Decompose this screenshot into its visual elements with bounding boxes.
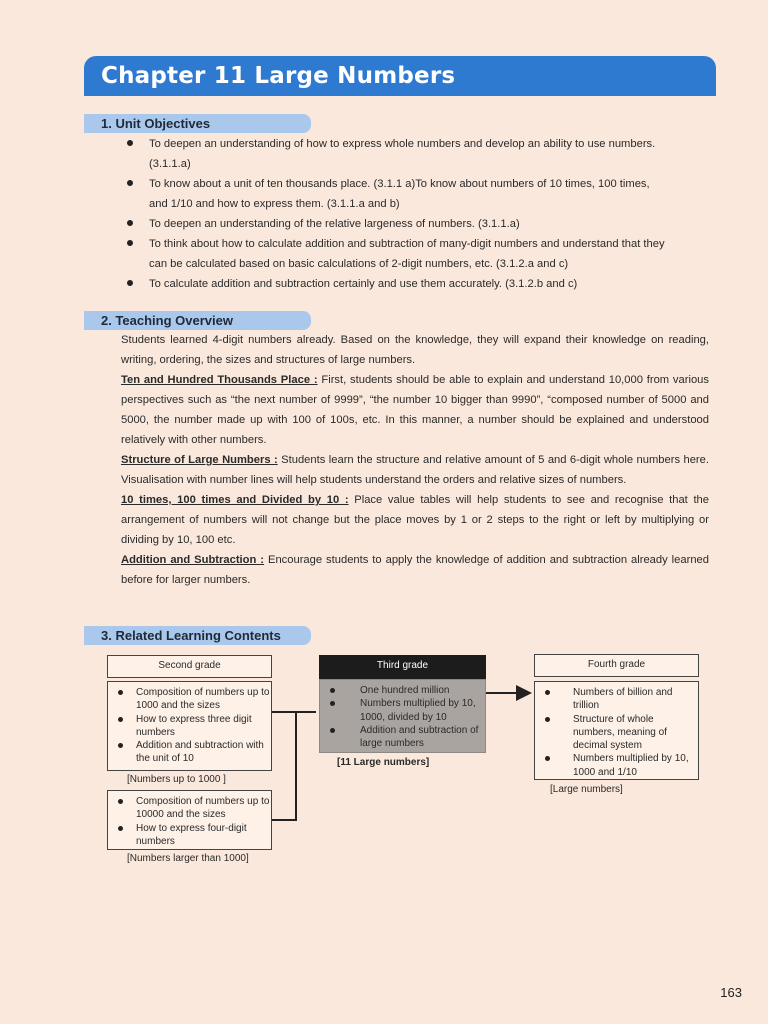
overview-intro: Students learned 4-digit numbers already. Based on the knowledge, they will expand their knowledge on reading, writing, ordering, the sizes and structures of large numbers.	[121, 334, 709, 366]
second-grade-box-1	[107, 681, 272, 771]
objective-line: To deepen an understanding of the relative largeness of numbers. (3.1.1.a)	[149, 218, 520, 230]
overview-heading: 10 times, 100 times and Divided by 10 :	[121, 494, 349, 506]
objective-line: To calculate addition and subtraction certainly and use them accurately. (3.1.2.b and c)	[149, 278, 578, 290]
objective-line: can be calculated based on basic calculations of 2-digit numbers, etc. (3.1.2.a and c)	[149, 258, 569, 270]
third-grade-title: Third grade	[376, 660, 429, 671]
second-grade-box-2	[107, 790, 272, 850]
list-item: Addition and subtraction of large numbers	[320, 724, 485, 751]
second-grade-box-2-label: [Numbers larger than 1000]	[127, 853, 249, 864]
objective-line: and 1/10 and how to express them. (3.1.1.a and b)	[149, 198, 400, 210]
page-number: 163	[720, 985, 742, 1000]
second-grade-header	[107, 655, 272, 678]
fourth-grade-header	[534, 654, 699, 677]
overview-text: Students learn the structure and relative amount of 5 and 6-digit whole numbers here. Visualisation with number lines will help students understand the orders and relative sizes of numbers.	[121, 454, 709, 486]
overview-text: First, students should be able to explain and understand 10,000 from various perspectives such as “the next number of 9999”, “the number 10 bigger than 9990”, “composed number of 5000 and 5000, the number made up with 100 of 100s, etc. In this manner, a number should be explained and understood relatively with other numbers.	[121, 374, 709, 446]
overview-heading: Structure of Large Numbers :	[121, 454, 278, 466]
second-grade-box-1-label: [Numbers up to 1000 ]	[127, 774, 226, 785]
objective-line: To know about a unit of ten thousands place. (3.1.1 a)To know about numbers of 10 times, 100 times,	[149, 178, 650, 190]
list-item: Structure of whole numbers, meaning of decimal system	[535, 713, 698, 753]
list-item: One hundred million	[320, 684, 485, 697]
list-item: Numbers of billion and trillion	[535, 686, 698, 713]
overview-text: Encourage students to apply the knowledge of addition and subtraction already learned before for larger numbers.	[121, 554, 709, 586]
list-item: Composition of numbers up to 1000 and the sizes	[108, 686, 271, 713]
fourth-grade-box	[534, 681, 699, 780]
section-heading-objectives: 1. Unit Objectives	[84, 114, 311, 133]
overview-heading: Ten and Hundred Thousands Place :	[121, 374, 318, 386]
second-grade-title: Second grade	[158, 660, 221, 671]
connector-line	[272, 712, 296, 820]
objective-line: To deepen an understanding of how to express whole numbers and develop an ability to use numbers.	[149, 138, 656, 150]
list-item: Numbers multiplied by 10, 1000 and 1/10	[535, 752, 698, 779]
chapter-title: Chapter 11 Large Numbers	[84, 56, 716, 96]
list-item: How to express three digit numbers	[108, 713, 271, 740]
list-item: Composition of numbers up to 10000 and the sizes	[108, 795, 271, 822]
list-item: Numbers multiplied by 10, 1000, divided by 10	[320, 697, 485, 724]
section-heading-related: 3. Related Learning Contents	[84, 626, 311, 645]
objective-line: (3.1.1.a)	[149, 158, 191, 170]
overview-text: Place value tables will help students to see and recognise that the arrangement of numbers will not change but the place moves by 1 or 2 steps to the right or left by multiplying or dividing by 10, 100 etc.	[121, 494, 709, 546]
objective-line: To think about how to calculate addition and subtraction of many-digit numbers and understand that they	[149, 238, 665, 250]
fourth-grade-title: Fourth grade	[587, 659, 646, 670]
section-heading-overview: 2. Teaching Overview	[84, 311, 311, 330]
overview-heading: Addition and Subtraction :	[121, 554, 265, 566]
list-item: How to express four-digit numbers	[108, 822, 271, 849]
fourth-grade-label: [Large numbers]	[550, 784, 623, 795]
third-grade-label: [11 Large numbers]	[337, 757, 430, 768]
list-item: Addition and subtraction with the unit of 10	[108, 739, 271, 766]
third-grade-box	[319, 679, 486, 753]
third-grade-header	[319, 655, 486, 679]
